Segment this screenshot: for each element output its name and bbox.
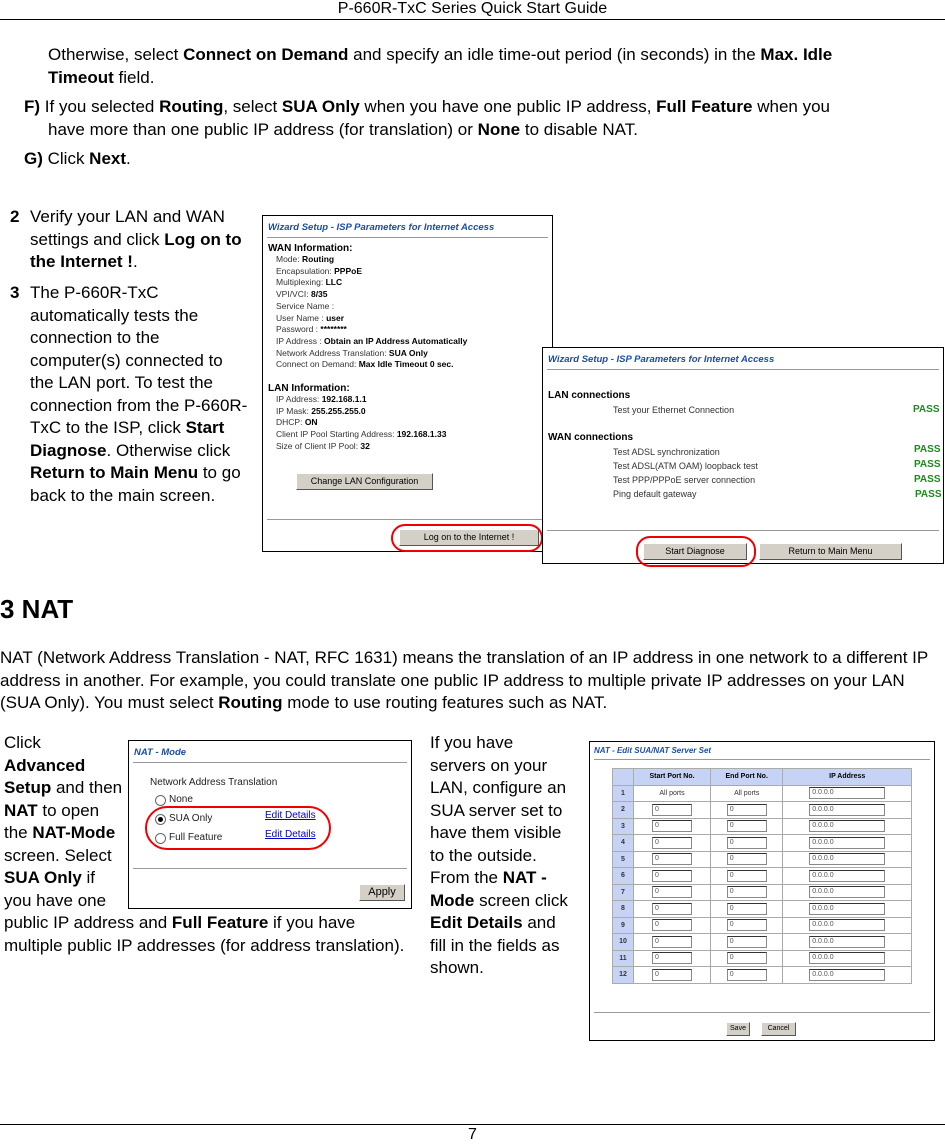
sua-server-screenshot xyxy=(589,741,935,1041)
info-value: 255.255.255.0 xyxy=(311,405,366,416)
start-port-cell[interactable] xyxy=(634,967,711,984)
end-port-cell[interactable] xyxy=(711,901,783,918)
wan-info-row xyxy=(263,359,552,371)
save-button[interactable]: Save xyxy=(726,1022,750,1036)
lan-info-heading: LAN Information: xyxy=(268,383,350,395)
info-label: Client IP Pool Starting Address: xyxy=(276,429,397,440)
table-row xyxy=(613,901,912,918)
ip-address-input[interactable]: 0.0.0.0 xyxy=(809,969,885,981)
intro-paragraph: Otherwise, select Connect on Demand and specify an idle time-out period (in seconds) in the Max. Idle Timeout field. xyxy=(48,45,833,87)
start-port-input[interactable]: 0 xyxy=(652,820,692,832)
row-number: 12 xyxy=(613,967,634,984)
highlight-circle xyxy=(636,536,756,567)
step-f: F) If you selected Routing, select SUA Only when you have one public IP address, Full Feature when you have more than one public IP address (for translation) or None to disable NAT. xyxy=(24,97,830,139)
ip-address-input[interactable]: 0.0.0.0 xyxy=(809,919,885,931)
end-port-cell[interactable] xyxy=(711,950,783,967)
end-port-cell[interactable] xyxy=(711,818,783,835)
lan-info-row xyxy=(263,394,552,406)
row-number: 9 xyxy=(613,917,634,934)
ip-address-input[interactable]: 0.0.0.0 xyxy=(809,936,885,948)
radio-label: SUA Only xyxy=(169,813,213,824)
ip-cell[interactable] xyxy=(783,934,912,951)
row-number: 6 xyxy=(613,868,634,885)
wan-info-row xyxy=(263,254,552,266)
wan-info-row xyxy=(263,277,552,289)
footer-rule xyxy=(0,1124,945,1125)
start-port-cell[interactable] xyxy=(634,884,711,901)
start-port-input[interactable]: 0 xyxy=(652,969,692,981)
table-row xyxy=(613,950,912,967)
info-value: 32 xyxy=(360,440,370,451)
wan-info-row xyxy=(263,289,552,301)
info-label: IP Address: xyxy=(276,394,322,405)
wan-info-row xyxy=(263,336,552,348)
row-number: 5 xyxy=(613,851,634,868)
end-port-cell[interactable] xyxy=(711,967,783,984)
log-on-internet-button[interactable]: Log on to the Internet ! xyxy=(399,529,539,546)
end-port-cell[interactable] xyxy=(711,934,783,951)
highlight-circle xyxy=(391,524,543,552)
info-value: Max Idle Timeout 0 sec. xyxy=(358,359,454,370)
nat-label: Network Address Translation xyxy=(150,777,278,788)
start-diagnose-button[interactable]: Start Diagnose xyxy=(643,543,747,560)
end-port-cell[interactable] xyxy=(711,851,783,868)
sua-instructions: If you have servers on your LAN, configure an SUA server set to have them visible to the outside. From the NAT - Mode screen click Edit Details and fill in the fields as shown. xyxy=(430,733,568,977)
pass-status: PASS xyxy=(913,404,940,415)
end-port-cell[interactable] xyxy=(711,802,783,819)
ip-address-input[interactable]: 0.0.0.0 xyxy=(809,853,885,865)
info-label: Connect on Demand: xyxy=(276,359,359,370)
info-label: Network Address Translation: xyxy=(276,347,389,358)
start-port-cell[interactable] xyxy=(634,868,711,885)
ip-address-input[interactable]: 0.0.0.0 xyxy=(809,952,885,964)
radio-label: None xyxy=(169,794,193,805)
info-value: ON xyxy=(304,417,318,428)
edit-details-link[interactable]: Edit Details xyxy=(265,829,316,840)
lan-info-row xyxy=(263,429,552,441)
end-port-input[interactable]: 0 xyxy=(727,804,767,816)
ip-address-input[interactable]: 0.0.0.0 xyxy=(809,820,885,832)
change-lan-config-button[interactable]: Change LAN Configuration xyxy=(296,473,433,490)
start-port-input[interactable]: 0 xyxy=(652,919,692,931)
info-value: 192.168.1.1 xyxy=(321,394,367,405)
ip-address-input[interactable]: 0.0.0.0 xyxy=(809,903,885,915)
end-port-input[interactable]: 0 xyxy=(727,903,767,915)
start-port-input[interactable]: 0 xyxy=(652,837,692,849)
ip-address-input[interactable]: 0.0.0.0 xyxy=(809,804,885,816)
nat-paragraph: NAT (Network Address Translation - NAT, RFC 1631) means the translation of an IP address in one network to a different IP address in another. For example, you could translate one public IP address to multiple private IP addresses on your LAN (SUA Only). You must select Routing mode to use routing features such as NAT. xyxy=(0,648,928,712)
sua-server-table xyxy=(612,768,912,984)
ip-cell[interactable] xyxy=(783,901,912,918)
info-label: DHCP: xyxy=(276,417,305,428)
start-port-input[interactable]: 0 xyxy=(652,886,692,898)
highlight-circle xyxy=(145,806,331,850)
wan-info-row xyxy=(263,313,552,325)
row-number: 7 xyxy=(613,884,634,901)
wizard-summary-screenshot xyxy=(262,215,553,552)
test-label: Test PPP/PPPoE server connection xyxy=(613,475,756,485)
start-port-cell[interactable] xyxy=(634,950,711,967)
info-label: Service Name : xyxy=(276,300,335,311)
all-ports-label: All ports xyxy=(659,789,685,797)
start-port-cell[interactable] xyxy=(634,802,711,819)
row-number: 3 xyxy=(613,818,634,835)
info-label: IP Address : xyxy=(276,335,325,346)
end-port-input[interactable]: 0 xyxy=(727,870,767,882)
page-header: P-660R-TxC Series Quick Start Guide xyxy=(337,0,608,17)
wizard-title: Wizard Setup - ISP Parameters for Internet Access xyxy=(268,222,495,233)
column-header: IP Address xyxy=(783,769,912,786)
lan-connections-heading: LAN connections xyxy=(548,390,631,401)
test-label: Test ADSL(ATM OAM) loopback test xyxy=(613,461,758,471)
wan-info-heading: WAN Information: xyxy=(268,243,353,254)
radio-none[interactable] xyxy=(155,795,166,806)
ip-address-input[interactable]: 0.0.0.0 xyxy=(809,886,885,898)
apply-button[interactable]: Apply xyxy=(359,884,405,901)
end-port-input[interactable]: 0 xyxy=(727,936,767,948)
info-value: Routing xyxy=(302,254,335,264)
table-row xyxy=(613,884,912,901)
pass-status: PASS xyxy=(914,459,941,470)
edit-details-link[interactable]: Edit Details xyxy=(265,810,316,821)
start-port-cell[interactable] xyxy=(634,851,711,868)
info-value: user xyxy=(326,312,345,323)
end-port-input[interactable]: 0 xyxy=(727,853,767,865)
ip-cell[interactable] xyxy=(783,868,912,885)
end-port-cell[interactable] xyxy=(711,868,783,885)
table-row xyxy=(613,967,912,984)
info-label: Multiplexing: xyxy=(276,277,326,288)
column-header: Start Port No. xyxy=(634,769,711,786)
end-port-input[interactable]: 0 xyxy=(727,837,767,849)
ip-address-input[interactable]: 0.0.0.0 xyxy=(809,870,885,882)
start-port-cell xyxy=(634,785,711,802)
table-row xyxy=(613,851,912,868)
row-number: 11 xyxy=(613,950,634,967)
row-number: 4 xyxy=(613,835,634,852)
table-row xyxy=(613,917,912,934)
row-number: 1 xyxy=(613,785,634,802)
info-value: ******** xyxy=(320,324,347,335)
header-rule xyxy=(0,19,945,20)
info-value: PPPoE xyxy=(334,265,362,276)
info-label: Mode: xyxy=(276,254,302,264)
column-header xyxy=(613,769,634,786)
wan-info-row xyxy=(263,301,552,313)
table-row xyxy=(613,818,912,835)
start-port-cell[interactable] xyxy=(634,901,711,918)
table-row xyxy=(613,802,912,819)
info-label: IP Mask: xyxy=(276,405,312,416)
lan-info-row xyxy=(263,441,552,453)
wan-connections-heading: WAN connections xyxy=(548,432,634,443)
ip-cell[interactable] xyxy=(783,851,912,868)
row-number: 10 xyxy=(613,934,634,951)
info-value: 192.168.1.33 xyxy=(396,429,447,440)
table-row xyxy=(613,785,912,802)
start-port-cell[interactable] xyxy=(634,917,711,934)
pass-status: PASS xyxy=(914,474,941,485)
lan-info-row xyxy=(263,417,552,429)
cancel-button[interactable]: Cancel xyxy=(761,1022,796,1036)
row-number: 2 xyxy=(613,802,634,819)
end-port-cell[interactable] xyxy=(711,917,783,934)
test-label: Ping default gateway xyxy=(613,489,697,499)
page-number: 7 xyxy=(468,1126,477,1143)
info-label: VPI/VCI: xyxy=(276,289,311,300)
info-label: User Name : xyxy=(276,312,327,323)
wizard-title: Wizard Setup - ISP Parameters for Internet Access xyxy=(548,354,775,365)
wan-info-row xyxy=(263,324,552,336)
end-port-cell[interactable] xyxy=(711,884,783,901)
nat-mode-title: NAT - Mode xyxy=(134,747,187,758)
info-value: Obtain an IP Address Automatically xyxy=(324,335,468,346)
sua-title: NAT - Edit SUA/NAT Server Set xyxy=(594,746,712,755)
start-port-cell[interactable] xyxy=(634,835,711,852)
radio-label: Full Feature xyxy=(169,832,223,843)
step-2: 2 Verify your LAN and WAN settings and click Log on to the Internet !. xyxy=(10,207,242,271)
all-ports-label: All ports xyxy=(734,789,760,797)
end-port-input[interactable]: 0 xyxy=(727,886,767,898)
nat-mode-screenshot xyxy=(128,740,412,909)
test-label: Test your Ethernet Connection xyxy=(613,405,735,415)
step-g: G) Click Next. xyxy=(24,149,131,168)
step-3: 3 The P-660R-TxC automatically tests the connection to the computer(s) connected to the LAN port. To test the connection from the P-660R-TxC to the ISP, click Start Diagnose. Otherwise click Return to Main Menu to go back to the main screen. xyxy=(10,283,248,505)
pass-status: PASS xyxy=(914,444,941,455)
info-label: Password : xyxy=(276,324,321,335)
table-row xyxy=(613,868,912,885)
table-row xyxy=(613,934,912,951)
ip-cell[interactable] xyxy=(783,785,912,802)
ip-cell[interactable] xyxy=(783,950,912,967)
pass-status: PASS xyxy=(915,489,942,500)
wan-info-row xyxy=(263,348,552,360)
start-port-cell[interactable] xyxy=(634,934,711,951)
wan-info-row xyxy=(263,266,552,278)
start-port-input[interactable]: 0 xyxy=(652,952,692,964)
test-label: Test ADSL synchronization xyxy=(613,447,720,457)
info-value: 8/35 xyxy=(310,289,328,300)
start-port-input[interactable]: 0 xyxy=(652,804,692,816)
end-port-cell xyxy=(711,785,783,802)
start-port-cell[interactable] xyxy=(634,818,711,835)
start-port-input[interactable]: 0 xyxy=(652,936,692,948)
info-label: Encapsulation: xyxy=(276,265,335,276)
table-row xyxy=(613,835,912,852)
return-main-menu-button[interactable]: Return to Main Menu xyxy=(759,543,902,560)
ip-address-input[interactable]: 0.0.0.0 xyxy=(809,787,885,799)
ip-cell[interactable] xyxy=(783,818,912,835)
end-port-input[interactable]: 0 xyxy=(727,919,767,931)
column-header: End Port No. xyxy=(711,769,783,786)
start-port-input[interactable]: 0 xyxy=(652,853,692,865)
info-value: SUA Only xyxy=(388,347,428,358)
end-port-cell[interactable] xyxy=(711,835,783,852)
end-port-input[interactable]: 0 xyxy=(727,952,767,964)
section-heading-nat: 3 NAT xyxy=(0,594,74,624)
nat-mode-instructions: Click Advanced Setup and then NAT to open the NAT-Mode screen. Select SUA Only if you have one public IP address and Full Feature if you have multiple public IP addresses (for address translation). xyxy=(4,733,405,955)
ip-cell[interactable] xyxy=(783,917,912,934)
end-port-input[interactable]: 0 xyxy=(727,820,767,832)
ip-cell[interactable] xyxy=(783,967,912,984)
row-number: 8 xyxy=(613,901,634,918)
diagnose-screenshot xyxy=(542,347,944,564)
end-port-input[interactable]: 0 xyxy=(727,969,767,981)
info-value: LLC xyxy=(325,277,343,288)
start-port-input[interactable]: 0 xyxy=(652,870,692,882)
ip-cell[interactable] xyxy=(783,835,912,852)
info-label: Size of Client IP Pool: xyxy=(276,440,361,451)
lan-info-row xyxy=(263,406,552,418)
start-port-input[interactable]: 0 xyxy=(652,903,692,915)
ip-address-input[interactable]: 0.0.0.0 xyxy=(809,837,885,849)
ip-cell[interactable] xyxy=(783,802,912,819)
ip-cell[interactable] xyxy=(783,884,912,901)
